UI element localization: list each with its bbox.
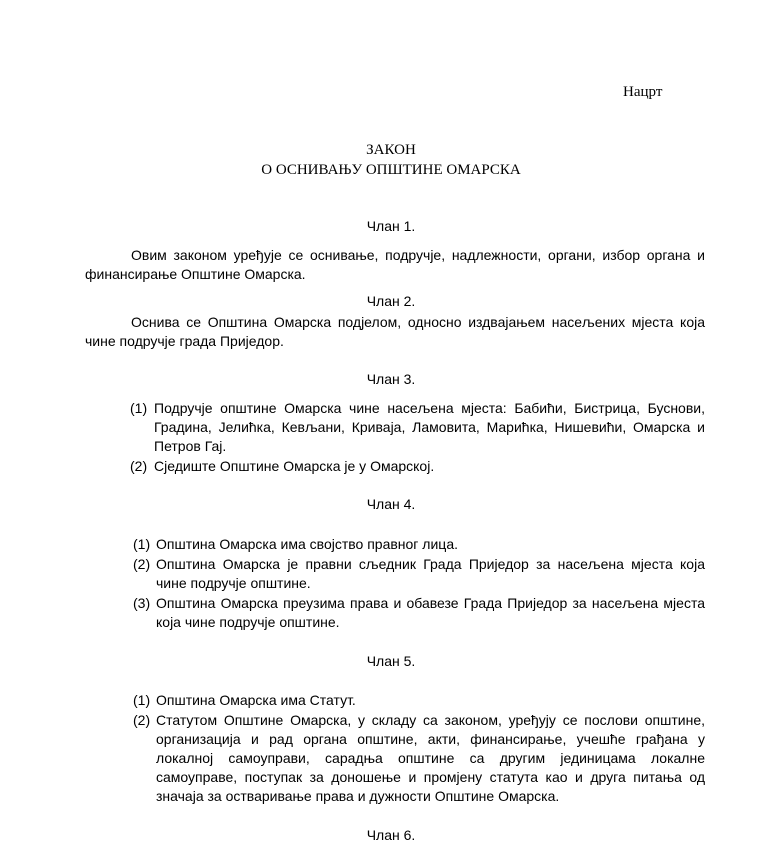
article-5-heading: Члан 5. [366, 653, 416, 669]
item-number: (3) [133, 595, 151, 611]
item-text: Општина Омарска има Статут. [156, 692, 356, 708]
document-title [0, 140, 782, 180]
item-number: (1) [130, 400, 148, 416]
item-text: Општина Омарска има својство правног лица. [156, 536, 458, 552]
article-2-heading: Члан 2. [366, 293, 416, 309]
article-1-heading: Члан 1. [366, 218, 416, 234]
draft-label: Нацрт [623, 84, 663, 100]
article-5-item-2 [133, 711, 705, 806]
article-4-item-2 [133, 555, 705, 593]
item-number: (1) [133, 536, 151, 552]
article-5-item-1 [133, 691, 705, 710]
item-text: Општина Омарска је правни сљедник Града Приједор за насељена мјеста која чине подручје општине. [156, 556, 705, 591]
item-number: (2) [130, 458, 148, 474]
item-number: (2) [133, 556, 151, 572]
item-number: (2) [133, 712, 151, 728]
article-1-paragraph: Овим законом уређује се оснивање, подручје, надлежности, органи, избор органа и финансирање Општине Омарска. [85, 247, 705, 282]
article-6-heading: Члан 6. [366, 827, 416, 843]
article-4-item-1 [133, 535, 705, 554]
item-text: Статутом Општине Омарска, у складу са законом, уређују се послови општине, организација и рад органа општине, акти, финансирање, учешће грађана у локалној самоуправи, сарадња општине са другим јединицама локалне самоуправе, поступак за доношење и промјену статута као и друга питања од значаја за остваривање права и дужности Општине Омарска. [156, 712, 705, 804]
item-text: Сједиште Општине Омарска је у Омарској. [154, 458, 435, 474]
article-3-item-1 [130, 399, 705, 456]
title-line-subject: О ОСНИВАЊУ ОПШТИНЕ ОМАРСКА [261, 162, 521, 178]
article-4-heading: Члан 4. [366, 496, 416, 512]
item-text: Подручје општине Омарска чине насељена мјеста: Бабићи, Бистрица, Буснови, Градина, Јелићка, Кевљани, Криваја, Ламовита, Марићка, Нишевићи, Омарска и Петров Гај. [154, 400, 705, 454]
article-2-paragraph: Оснива се Општина Омарска подјелом, односно издвајањем насељених мјеста која чине подручје града Приједор. [85, 314, 705, 349]
title-line-law: ЗАКОН [366, 142, 416, 158]
article-3-item-2 [130, 457, 705, 476]
article-3-heading: Члан 3. [366, 371, 416, 387]
article-4-item-3 [133, 594, 705, 632]
item-number: (1) [133, 692, 151, 708]
item-text: Општина Омарска преузима права и обавезе Града Приједор за насељена мјеста која чине подручје општине. [156, 595, 705, 630]
